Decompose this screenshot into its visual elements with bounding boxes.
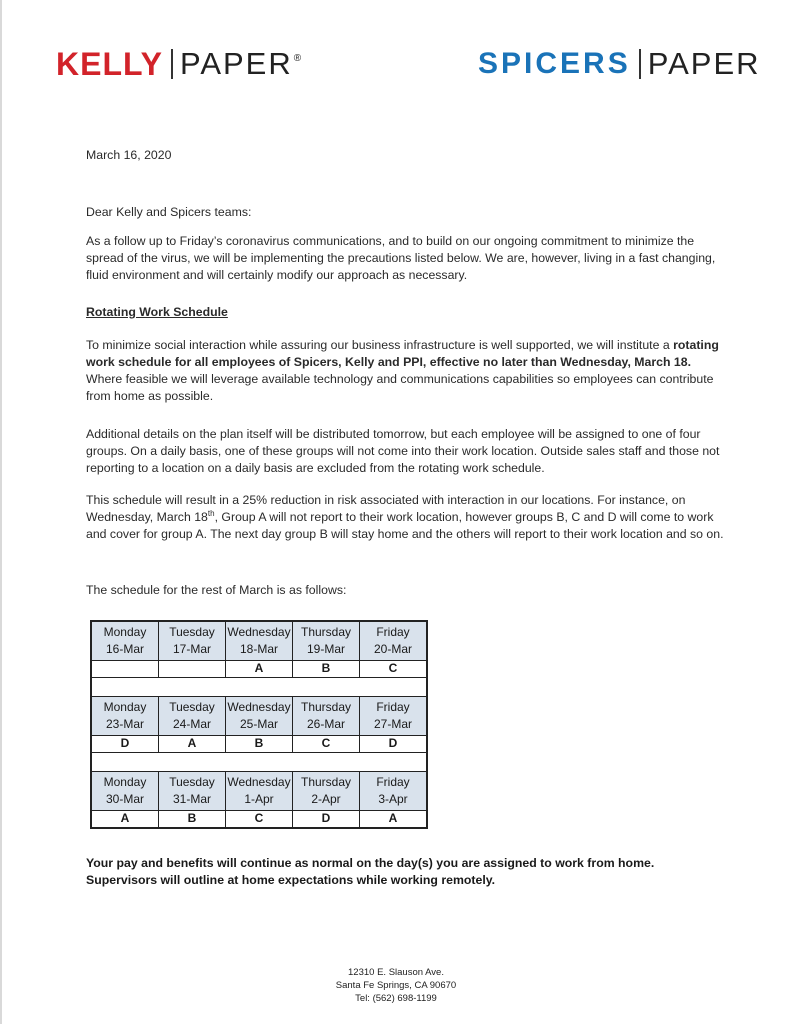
day-name: Friday [376, 625, 410, 639]
day-name: Tuesday [169, 775, 215, 789]
day-name: Wednesday [227, 625, 291, 639]
day-header-cell [226, 772, 293, 810]
group-cell [92, 661, 159, 677]
day-date: 27-Mar [373, 717, 412, 731]
schedule-group-row [92, 660, 426, 678]
para4-end: , Group A will not report to their work location, however groups B, C and D will come to work and cover for group A. The next day group B will stay home and the others will report to their work location and so on. [86, 510, 724, 541]
day-header-cell [226, 622, 293, 660]
day-name: Monday [103, 625, 147, 639]
day-date: 20-Mar [373, 642, 412, 656]
address-line-1: 12310 E. Slauson Ave. [348, 967, 444, 978]
schedule-spacer-row [92, 753, 426, 772]
day-date: 25-Mar [239, 717, 278, 731]
day-date: 31-Mar [172, 792, 211, 806]
logo-divider [171, 49, 173, 79]
day-header-cell [159, 622, 226, 660]
day-header-cell [360, 697, 426, 735]
para4-superscript: th [207, 508, 215, 518]
group-cell: D [293, 811, 360, 827]
group-cell: B [159, 811, 226, 827]
day-name: Friday [376, 775, 410, 789]
day-name: Thursday [300, 625, 352, 639]
day-name: Friday [376, 700, 410, 714]
day-name: Wednesday [227, 775, 291, 789]
registered-mark: ® [293, 52, 302, 64]
group-cell [159, 661, 226, 677]
schedule-spacer-row [92, 678, 426, 697]
day-header-cell [293, 697, 360, 735]
day-header-cell [293, 772, 360, 810]
address-line-2: Santa Fe Springs, CA 90670 [335, 980, 457, 991]
para4-start: This schedule will result in a 25% reduction in risk associated with interaction in our locations. For instance, on Wednesday, March 18 [86, 493, 686, 524]
day-name: Monday [103, 700, 147, 714]
phone-line: Tel: (562) 698-1199 [355, 993, 437, 1004]
spicers-paper-logo [478, 44, 761, 84]
group-cell: A [388, 811, 398, 825]
day-name: Wednesday [227, 700, 291, 714]
day-name: Tuesday [169, 700, 215, 714]
schedule-group-row [92, 810, 426, 828]
group-cell: C [226, 811, 293, 827]
schedule-header-row [92, 622, 426, 660]
day-date: 1-Apr [244, 792, 274, 806]
day-date: 18-Mar [239, 642, 278, 656]
day-date: 19-Mar [306, 642, 345, 656]
day-name: Monday [103, 775, 147, 789]
schedule-table [90, 620, 428, 829]
risk-paragraph [86, 492, 726, 543]
day-date: 24-Mar [172, 717, 211, 731]
day-header-cell [360, 622, 426, 660]
schedule-header-row [92, 772, 426, 810]
schedule-group-row [92, 735, 426, 753]
kelly-brand-name: KELLY [56, 45, 163, 82]
group-cell: D [388, 736, 398, 750]
day-name: Tuesday [169, 625, 215, 639]
day-header-cell [159, 697, 226, 735]
section-heading: Rotating Work Schedule [86, 305, 228, 319]
day-date: 16-Mar [105, 642, 144, 656]
schedule-intro: The schedule for the rest of March is as follows: [86, 583, 347, 597]
kelly-paper-logo [56, 44, 301, 84]
group-cell: A [92, 811, 159, 827]
group-cell: A [159, 736, 226, 752]
day-date: 3-Apr [378, 792, 408, 806]
day-header-cell [226, 697, 293, 735]
day-name: Thursday [300, 700, 352, 714]
group-cell: B [293, 661, 360, 677]
day-header-cell [159, 772, 226, 810]
intro-paragraph: As a follow up to Friday’s coronavirus communications, and to build on our ongoing commitment to minimize the spread of the virus, we will be implementing the precautions listed below. We are, however, living in a fast changing, fluid environment and will certainly modify our approach as necessary. [86, 234, 716, 282]
group-cell: D [92, 736, 159, 752]
group-cell: B [226, 736, 293, 752]
spicers-paper-word: PAPER [647, 46, 761, 81]
closing-statement: Your pay and benefits will continue as normal on the day(s) you are assigned to work from home. Supervisors will outline at home expectations while working remotely. [86, 856, 655, 887]
day-date: 2-Apr [311, 792, 341, 806]
schedule-announcement-paragraph [86, 337, 726, 405]
letter-date: March 16, 2020 [86, 148, 172, 162]
day-name: Thursday [300, 775, 352, 789]
groups-paragraph: Additional details on the plan itself will be distributed tomorrow, but each employee will be assigned to one of four groups. On a daily basis, one of these groups will not come into their work location. Outside sales staff and those not reporting to a location on a daily basis are excluded from the rotating work schedule. [86, 427, 720, 475]
day-date: 30-Mar [105, 792, 144, 806]
para2-bold: rotating work schedule for all employees of Spicers, Kelly and PPI, effective no later than Wednesday, March 18. [86, 338, 719, 369]
kelly-paper-word: PAPER [179, 46, 293, 81]
day-header-cell [92, 697, 159, 735]
para2-end: Where feasible we will leverage available technology and communications capabilities so employees can contribute from home as possible. [86, 372, 714, 403]
group-cell: C [388, 661, 398, 675]
day-header-cell [92, 622, 159, 660]
day-header-cell [92, 772, 159, 810]
salutation: Dear Kelly and Spicers teams: [86, 205, 252, 219]
spicers-brand-name: SPICERS [478, 47, 631, 80]
schedule-header-row [92, 697, 426, 735]
day-header-cell [293, 622, 360, 660]
group-cell: C [293, 736, 360, 752]
footer-address [296, 966, 496, 1005]
day-date: 23-Mar [105, 717, 144, 731]
logo-divider [639, 49, 641, 79]
page-edge [0, 0, 2, 1024]
group-cell: A [226, 661, 293, 677]
para2-start: To minimize social interaction while assuring our business infrastructure is well supported, we will institute a [86, 338, 674, 352]
day-date: 26-Mar [306, 717, 345, 731]
day-header-cell [360, 772, 426, 810]
day-date: 17-Mar [172, 642, 211, 656]
